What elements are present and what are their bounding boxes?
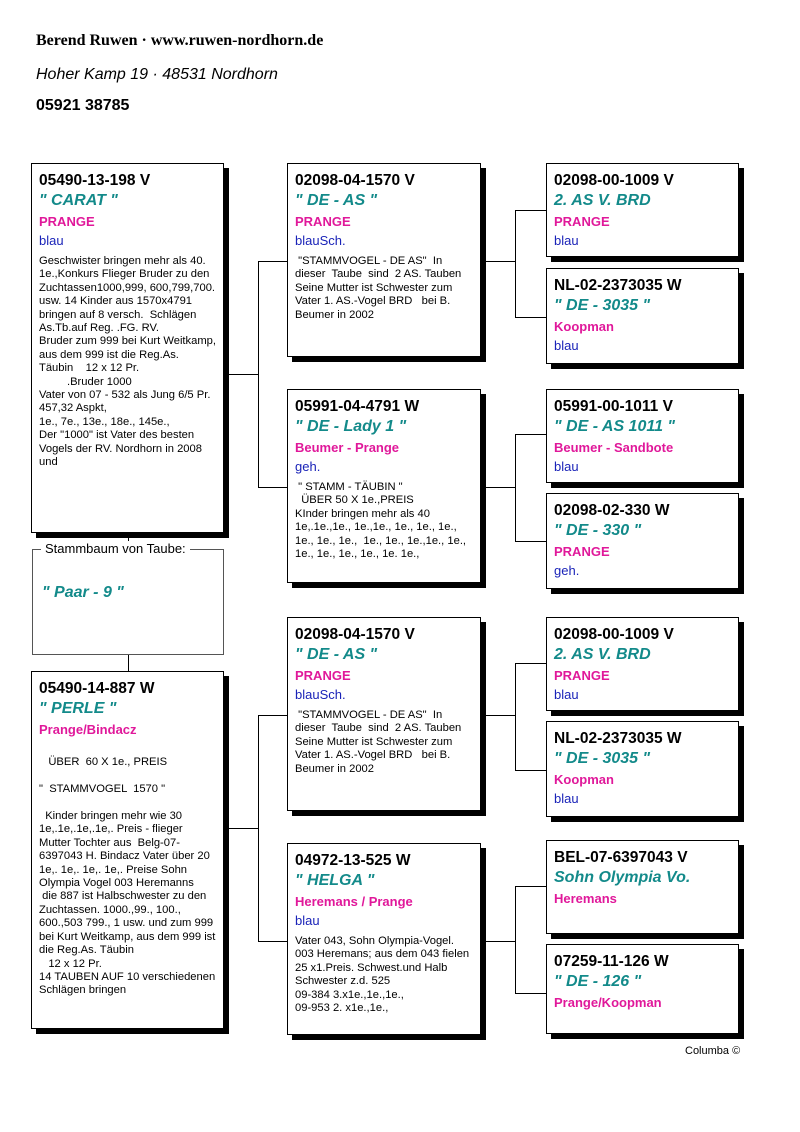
connector [515, 886, 546, 887]
performance-notes: Vater 043, Sohn Olympia-Vogel. 003 Heremans; aus dem 043 fielen 25 x1.Preis. Schwest.und Halb Schwester z.d. 525 09-384 3.x1e.,1e.,1e., 09-953 2. x1e.,1e., [295, 935, 470, 1015]
performance-notes: "STAMMVOGEL - DE AS" In dieser Taube sind 2 AS. Tauben Seine Mutter ist Schwester zum Vater 1. AS.-Vogel BRD bei B. Beumer in 2002 [295, 709, 465, 775]
connector [515, 993, 546, 994]
breeder: Koopman [554, 772, 614, 787]
great-grandparent-card-6 [546, 721, 739, 817]
great-grandparent-card-8 [546, 944, 739, 1034]
ring-number: 02098-02-330 W [554, 502, 670, 519]
ring-number: BEL-07-6397043 V [554, 849, 688, 866]
breeder: PRANGE [295, 214, 351, 229]
connector [515, 210, 546, 211]
connector [515, 663, 516, 770]
pigeon-name: Sohn Olympia Vo. [554, 869, 691, 886]
pigeon-name: " PERLE " [39, 700, 117, 717]
pigeon-name: " CARAT " [39, 192, 118, 209]
connector [481, 261, 515, 262]
ring-number: 02098-00-1009 V [554, 626, 674, 643]
breeder: Koopman [554, 319, 614, 334]
breeder-address: Hoher Kamp 19 · 48531 Nordhorn [36, 66, 278, 83]
breeder-name-website: Berend Ruwen · www.ruwen-nordhorn.de [36, 32, 324, 49]
great-grandparent-card-2 [546, 268, 739, 364]
breeder: Beumer - Prange [295, 440, 400, 455]
pigeon-name: " DE - 330 " [554, 522, 642, 539]
connector [515, 886, 516, 993]
ring-number: 05991-04-4791 W [295, 398, 420, 415]
connector [481, 715, 515, 716]
connector [258, 261, 259, 487]
breeder: Beumer - Sandbote [554, 440, 674, 455]
plumage-color: geh. [554, 563, 580, 578]
breeder: PRANGE [554, 544, 610, 559]
connector [258, 261, 287, 262]
great-grandparent-card-1 [546, 163, 739, 257]
ring-number: 05490-14-887 W [39, 680, 155, 697]
connector [258, 715, 287, 716]
performance-notes: " STAMM - TÄUBIN " ÜBER 50 X 1e.,PREIS KInder bringen mehr als 40 1e,.1e.,1e., 1e.,1e., 1e., 1e., 1e., 1e., 1e., 1e., 1e., 1e., 1e.,1e., 1e., 1e., 1e., 1e., 1e., 1e. 1e., [295, 481, 467, 561]
pigeon-name: " DE - 3035 " [554, 297, 651, 314]
performance-notes: ÜBER 60 X 1e., PREIS " STAMMVOGEL 1570 " Kinder bringen mehr wie 30 1e,.1e,.1e,.1e,. Preis - flieger Mutter Tochter aus Belg-07-6397043 H. Bindacz Vater über 20 1e,. 1e,. 1e,. 1e,. Preise Sohn Olympia Vogel 003 Heremanns die 887 ist Halbschwester zu den Zuchtassen. 1000.,99., 100., 600.,503 799., 1 usw. und zum 999 bei Kurt Weitkamp, aus dem 999 ist die Reg.As. Täubin 12 x 12 Pr. 14 TAUBEN AUF 10 verschiedenen Schlägen bringen [39, 756, 216, 997]
ring-number: 02098-04-1570 V [295, 626, 415, 643]
plumage-color: blau [39, 233, 64, 248]
ring-number: 05991-00-1011 V [554, 398, 673, 415]
ring-number: 02098-00-1009 V [554, 172, 674, 189]
subject-label: Stammbaum von Taube: [41, 541, 190, 556]
great-grandparent-card-5 [546, 617, 739, 711]
ring-number: NL-02-2373035 W [554, 277, 682, 294]
ring-number: NL-02-2373035 W [554, 730, 682, 747]
breeder: PRANGE [554, 668, 610, 683]
pigeon-name: 2. AS V. BRD [554, 646, 651, 663]
connector [224, 374, 258, 375]
subject-pair: " Paar - 9 " [42, 584, 124, 601]
subject-box [32, 549, 224, 655]
father-card [31, 163, 224, 533]
performance-notes: "STAMMVOGEL - DE AS" In dieser Taube sind 2 AS. Tauben Seine Mutter ist Schwester zum Vater 1. AS.-Vogel BRD bei B. Beumer in 2002 [295, 255, 465, 321]
connector [481, 941, 515, 942]
pigeon-name: " DE - AS " [295, 646, 378, 663]
ring-number: 05490-13-198 V [39, 172, 151, 189]
plumage-color: blauSch. [295, 687, 346, 702]
great-grandparent-card-3 [546, 389, 739, 483]
connector [128, 655, 129, 671]
plumage-color: blau [554, 233, 579, 248]
connector [224, 828, 258, 829]
pigeon-name: " HELGA " [295, 872, 375, 889]
breeder: Heremans [554, 891, 617, 906]
connector [481, 487, 515, 488]
connector [258, 941, 287, 942]
performance-notes: Geschwister bringen mehr als 40. 1e.,Konkurs Flieger Bruder zu den Zuchtassen1000,999, 600,799,700. usw. 14 Kinder aus 1570x4791 bringen auf 8 versch. Schlägen As.Tb.auf Reg. .FG. RV. Bruder zum 999 bei Kurt Weitkamp, aus dem 999 ist die Reg.As. Täubin 12 x 12 Pr. .Bruder 1000 Vater von 07 - 532 als Jung 6/5 Pr. 457,32 Aspkt, 1e., 7e., 13e., 18e., 145e., Der "1000" ist Vater des besten Vogels der RV. Nordhorn in 2008 und [39, 255, 217, 469]
mother-card [31, 671, 224, 1029]
software-credit: Columba © [685, 1045, 741, 1057]
grandfather-paternal-card [287, 163, 481, 357]
pigeon-name: " DE - Lady 1 " [295, 418, 407, 435]
ring-number: 07259-11-126 W [554, 953, 669, 970]
connector [515, 434, 546, 435]
pigeon-name: " DE - 126 " [554, 973, 642, 990]
ring-number: 02098-04-1570 V [295, 172, 415, 189]
plumage-color: geh. [295, 459, 321, 474]
connector [515, 317, 546, 318]
pigeon-name: " DE - AS 1011 " [554, 418, 675, 435]
grandmother-maternal-card [287, 843, 481, 1035]
connector [515, 434, 516, 541]
plumage-color: blau [295, 913, 320, 928]
plumage-color: blauSch. [295, 233, 346, 248]
grandmother-paternal-card [287, 389, 481, 583]
connector [258, 487, 287, 488]
connector [515, 210, 516, 317]
connector [515, 770, 546, 771]
connector [515, 541, 546, 542]
connector [258, 715, 259, 941]
pigeon-name: 2. AS V. BRD [554, 192, 651, 209]
plumage-color: blau [554, 338, 579, 353]
breeder: Prange/Koopman [554, 995, 662, 1010]
breeder-phone: 05921 38785 [36, 97, 130, 114]
breeder: Prange/Bindacz [39, 722, 137, 737]
pigeon-name: " DE - 3035 " [554, 750, 651, 767]
plumage-color: blau [554, 791, 579, 806]
plumage-color: blau [554, 687, 579, 702]
great-grandparent-card-7 [546, 840, 739, 934]
breeder: PRANGE [554, 214, 610, 229]
grandfather-maternal-card [287, 617, 481, 811]
great-grandparent-card-4 [546, 493, 739, 589]
connector [515, 663, 546, 664]
breeder: PRANGE [39, 214, 95, 229]
plumage-color: blau [554, 459, 579, 474]
breeder: Heremans / Prange [295, 894, 413, 909]
pigeon-name: " DE - AS " [295, 192, 378, 209]
breeder: PRANGE [295, 668, 351, 683]
ring-number: 04972-13-525 W [295, 852, 411, 869]
